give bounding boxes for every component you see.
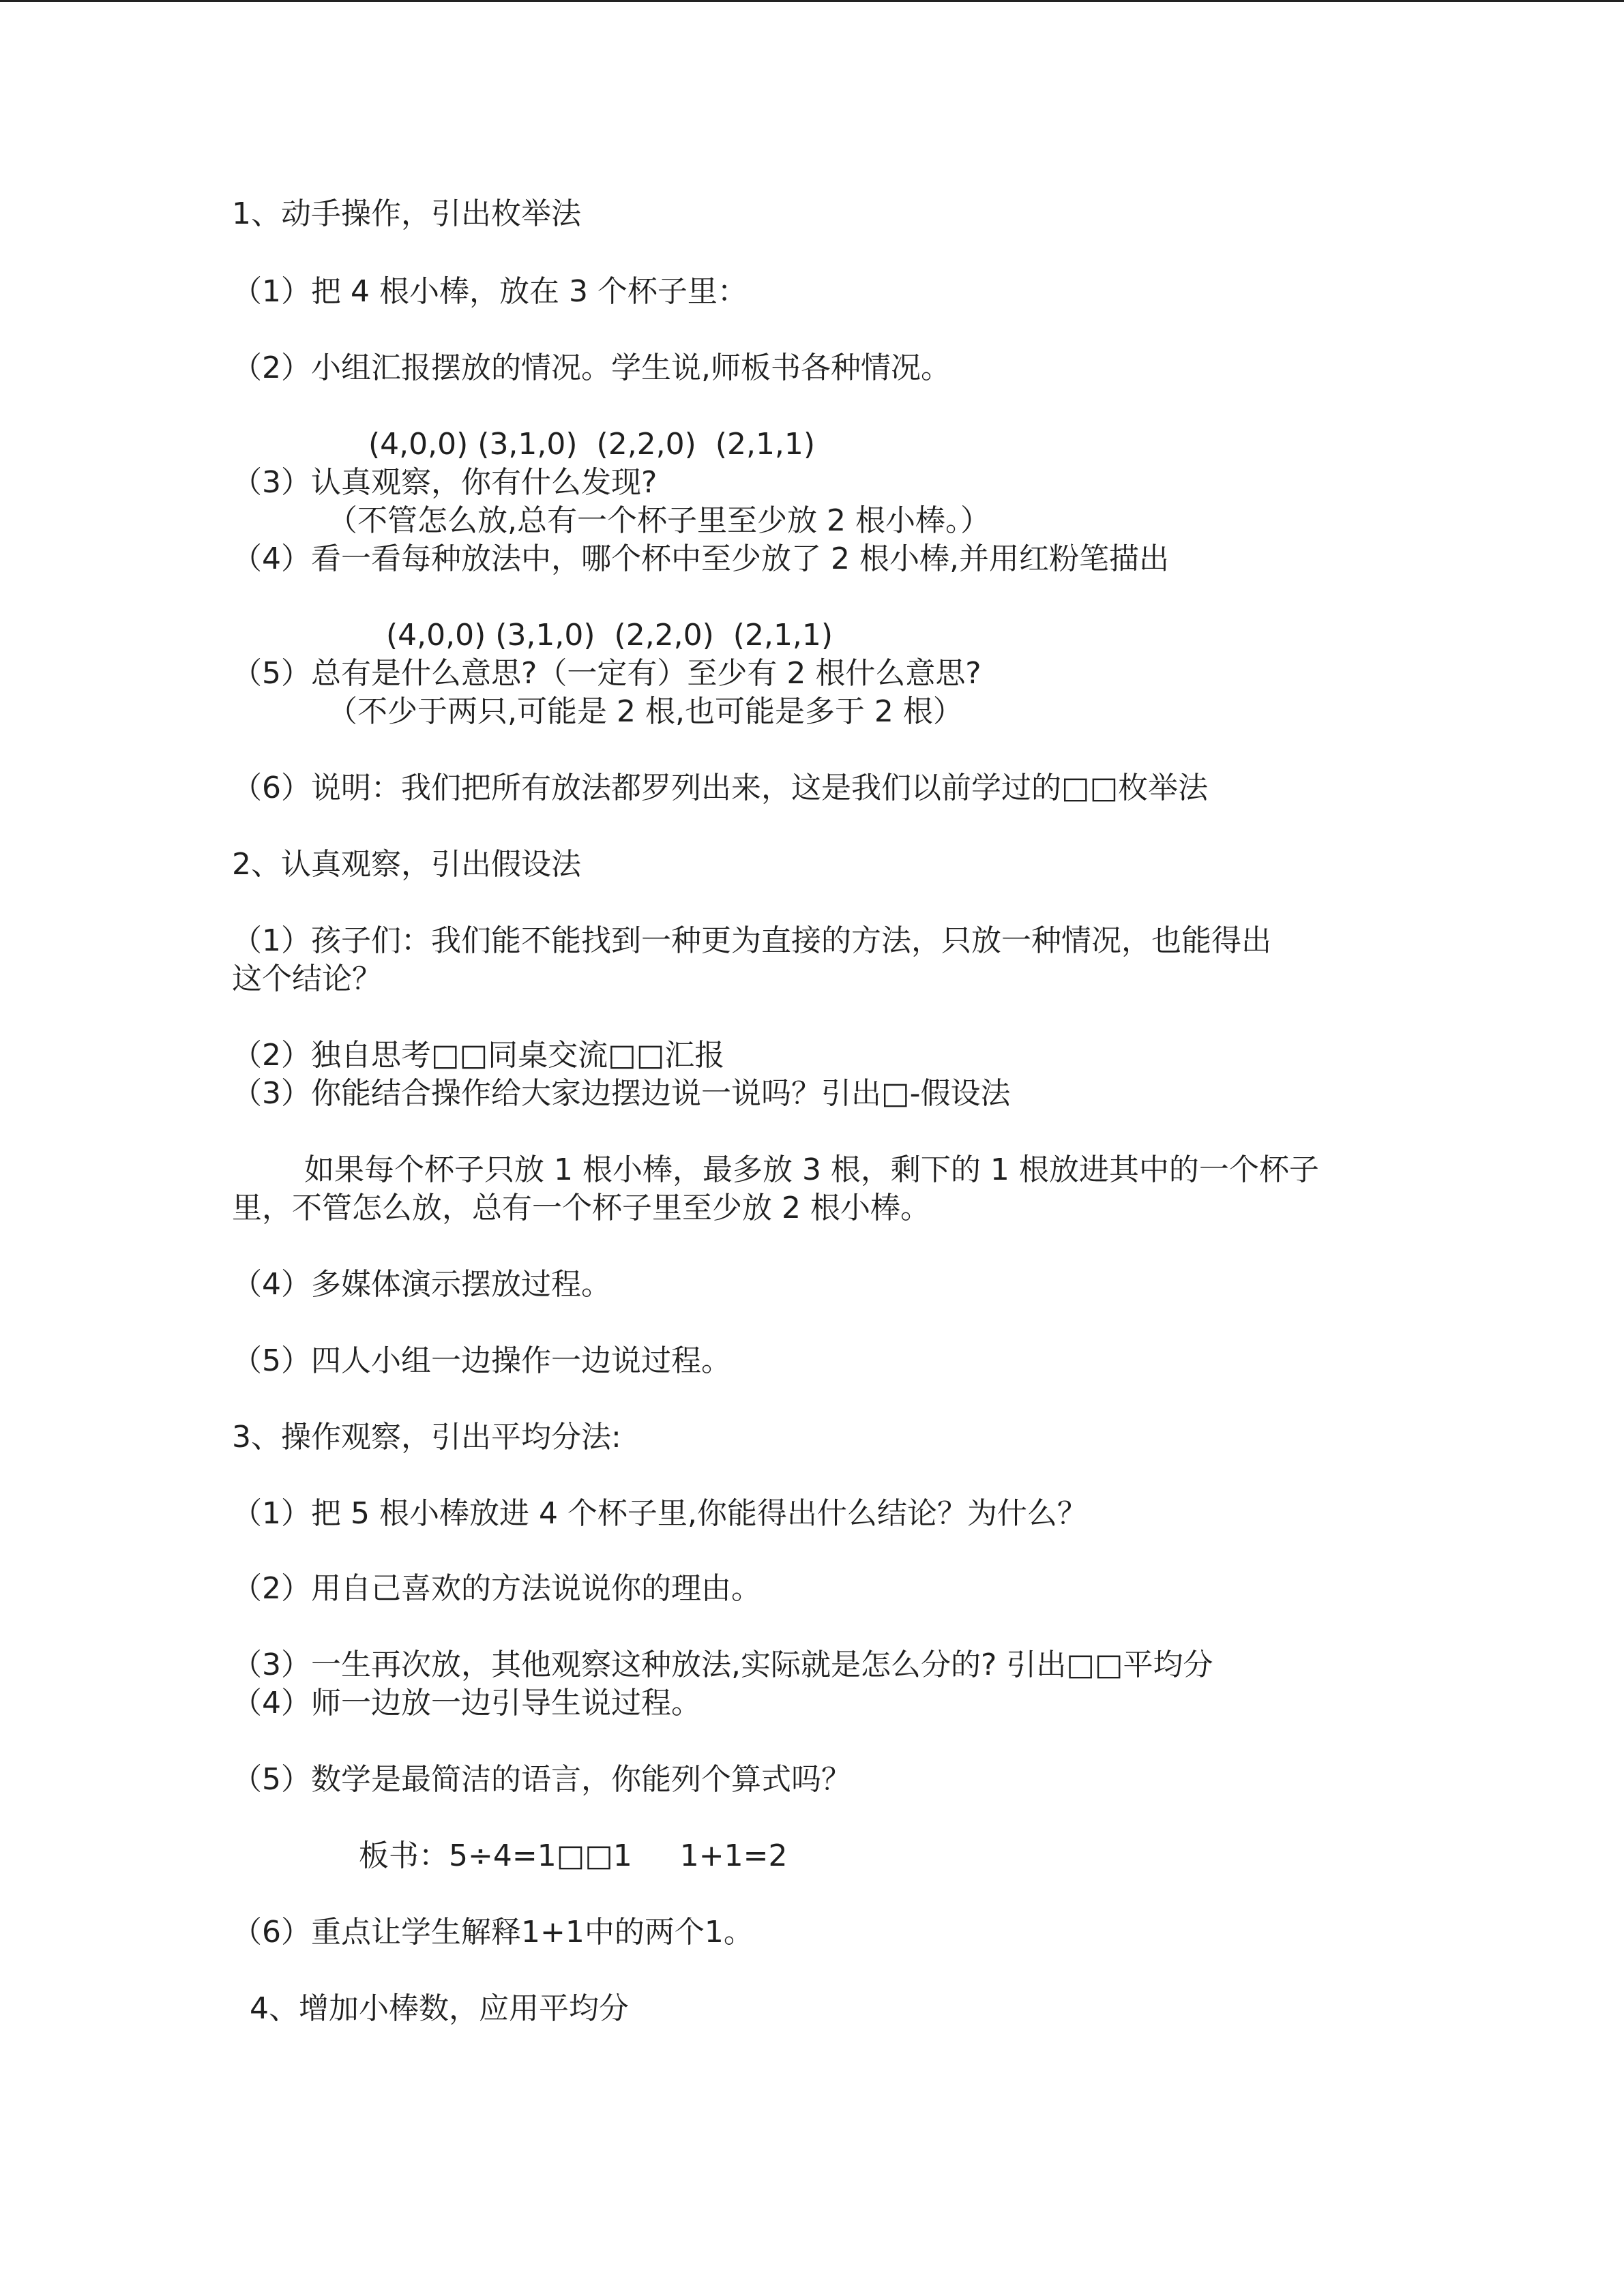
step-2-4: （4）多媒体演示摆放过程。: [232, 1267, 611, 1302]
board-formula: 板书：5÷4=1□□1 1+1=2: [359, 1838, 788, 1873]
assumption-paragraph: 如果每个杯子只放 1 根小棒，最多放 3 根，剩下的 1 根放进其中的一个杯子: [304, 1152, 1319, 1187]
step-2-5: （5）四人小组一边操作一边说过程。: [232, 1343, 731, 1378]
step-1-1: （1）把 4 根小棒，放在 3 个杯子里：: [232, 274, 748, 309]
step-3-1: （1）把 5 根小棒放进 4 个杯子里,你能得出什么结论？为什么？: [232, 1496, 1087, 1531]
step-1-5: （5）总有是什么意思?（一定有）至少有 2 根什么意思?: [232, 656, 981, 691]
step-1-4: （4）看一看每种放法中，哪个杯中至少放了 2 根小棒,并用红粉笔描出: [232, 541, 1169, 576]
step-1-6: （6）说明：我们把所有放法都罗列出来，这是我们以前学过的□□枚举法: [232, 771, 1209, 805]
step-2-3: （3）你能结合操作给大家边摆边说一说吗？引出□-假设法: [232, 1076, 1011, 1111]
step-3-3: （3）一生再次放，其他观察这种放法,实际就是怎么分的? 引出□□平均分: [232, 1648, 1213, 1682]
step-2-1-continued: 这个结论？: [232, 961, 382, 996]
step-1-2: （2）小组汇报摆放的情况。学生说,师板书各种情况。: [232, 351, 951, 385]
step-1-3-answer: （不管怎么放,总有一个杯子里至少放 2 根小棒。）: [327, 503, 990, 538]
step-3-6: （6）重点让学生解释1+1中的两个1。: [232, 1915, 754, 1950]
step-3-4: （4）师一边放一边引导生说过程。: [232, 1686, 701, 1720]
assumption-paragraph-continued: 里，不管怎么放，总有一个杯子里至少放 2 根小棒。: [232, 1191, 930, 1225]
step-3-2: （2）用自己喜欢的方法说说你的理由。: [232, 1571, 761, 1606]
step-1-3: （3）认真观察，你有什么发现?: [232, 465, 658, 500]
step-2-1: （1）孩子们：我们能不能找到一种更为直接的方法，只放一种情况，也能得出: [232, 923, 1271, 958]
step-2-2: （2）独自思考□□同桌交流□□汇报: [232, 1038, 725, 1073]
step-3-5: （5）数学是最简洁的语言，你能列个算式吗？: [232, 1762, 851, 1797]
section-3-heading: 3、操作观察，引出平均分法:: [232, 1420, 621, 1455]
arrangements-list: (4,0,0) (3,1,0) (2,2,0) (2,1,1): [368, 427, 816, 462]
arrangements-list-highlighted: (4,0,0) (3,1,0) (2,2,0) (2,1,1): [386, 618, 833, 653]
section-4-heading: 4、增加小棒数，应用平均分: [250, 1991, 629, 2026]
section-2-heading: 2、认真观察，引出假设法: [232, 847, 581, 882]
step-1-5-answer: （不少于两只,可能是 2 根,也可能是多于 2 根）: [327, 694, 963, 729]
section-1-heading: 1、动手操作，引出枚举法: [232, 196, 581, 231]
